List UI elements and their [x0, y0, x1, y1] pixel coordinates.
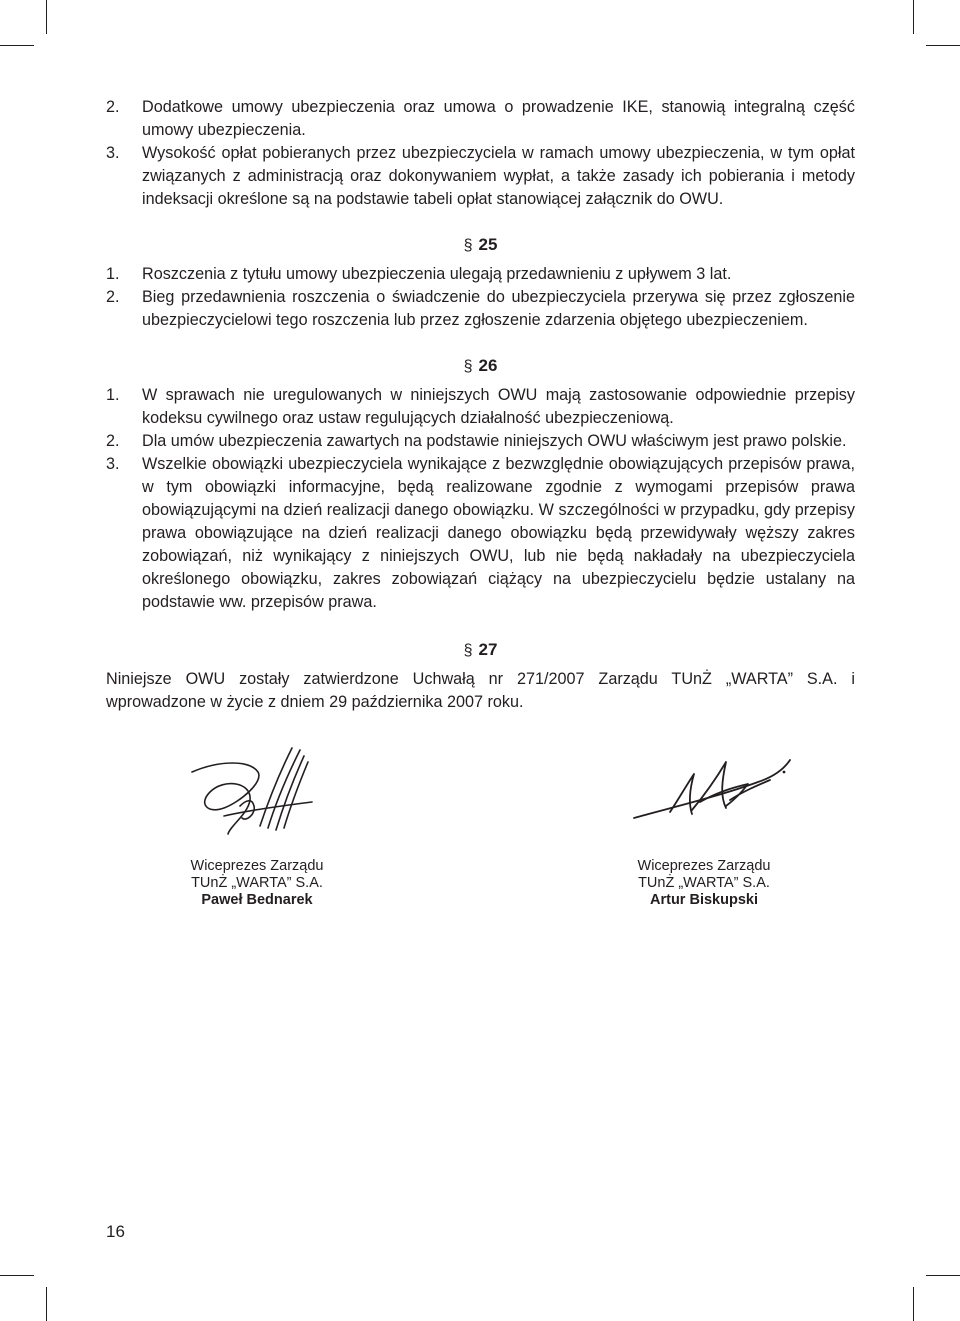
signatory-right	[604, 858, 804, 909]
crop-mark-top-right-vertical	[913, 0, 914, 34]
list-item-text: Bieg przedawnienia roszczenia o świadczenie do ubezpieczyciela przerywa się przez zgłoszenie ubezpieczycielowi tego roszczenia lub przez zgłoszenie zdarzenia objętego ubezpieczeniem.	[142, 288, 855, 329]
list-item-number: 1.	[106, 386, 120, 404]
list-item-number: 1.	[106, 265, 120, 283]
list-item-number: 2.	[106, 432, 120, 450]
list-item-number: 2.	[106, 98, 120, 116]
signature-image-right	[630, 752, 800, 832]
signatory-role: Wiceprezes Zarządu	[637, 858, 771, 874]
section-number: 27	[478, 640, 498, 659]
section-sign: §	[463, 358, 473, 375]
signatory-company: TUnŻ „WARTA” S.A.	[638, 875, 770, 891]
signatory-company: TUnŻ „WARTA” S.A.	[191, 875, 323, 891]
list-item	[106, 384, 855, 430]
signatory-role: Wiceprezes Zarządu	[190, 858, 324, 874]
list-item-text: Roszczenia z tytułu umowy ubezpieczenia ulegają przedawnieniu z upływem 3 lat.	[142, 265, 732, 283]
section-heading-25	[106, 233, 855, 257]
section-heading-27	[106, 638, 855, 662]
list-item	[106, 453, 855, 614]
list-item-number: 3.	[106, 455, 120, 473]
list-item-number: 3.	[106, 144, 120, 162]
list-item-number: 2.	[106, 288, 120, 306]
crop-mark-bottom-right-vertical	[913, 1287, 914, 1321]
crop-mark-top-left-horizontal	[0, 45, 34, 46]
crop-mark-top-left-vertical	[46, 0, 47, 34]
signature-image-left	[180, 742, 320, 842]
crop-mark-bottom-left-vertical	[46, 1287, 47, 1321]
section-heading-26	[106, 354, 855, 378]
section-number: 26	[478, 356, 498, 375]
crop-mark-bottom-left-horizontal	[0, 1275, 34, 1276]
list-item-text: Dla umów ubezpieczenia zawartych na podstawie niniejszych OWU właściwym jest prawo polskie.	[142, 432, 847, 450]
list-item	[106, 96, 855, 142]
list-item	[106, 142, 855, 211]
signatory-left	[157, 858, 357, 909]
list-item	[106, 263, 855, 286]
list-item-text: Wszelkie obowiązki ubezpieczyciela wynikające z bezwzględnie obowiązujących przepisów prawa, w tym obowiązki informacyjne, będą realizowane zgodnie z wymogami przepisów prawa obowiązującymi na dzień realizacji danego obowiązku. W szczególności w przypadku, gdy przepisy prawa obowiązujące na dzień realizacji danego obowiązku będą przewidywały węższy zakres zobowiązań, niż wynikający z niniejszych OWU, lub nie będą nakładały na ubezpieczyciela określonego obowiązku, zakres zobowiązań ciążący na ubezpieczycielu będzie ustalany na podstawie ww. przepisów prawa.	[142, 455, 855, 611]
section-number: 25	[478, 235, 498, 254]
section-sign: §	[463, 642, 473, 659]
list-item-text: Wysokość opłat pobieranych przez ubezpieczyciela w ramach umowy ubezpieczenia, w tym opłat związanych z administracją oraz dokonywaniem wypłat, a także zasady ich pobierania i metody indeksacji określone są na podstawie tabeli opłat stanowiącej załącznik do OWU.	[142, 144, 855, 208]
crop-mark-top-right-horizontal	[926, 45, 960, 46]
list-item	[106, 430, 855, 453]
document-body	[106, 96, 855, 714]
list-item-text: Dodatkowe umowy ubezpieczenia oraz umowa o prowadzenie IKE, stanowią integralną część umowy ubezpieczenia.	[142, 98, 855, 139]
list-item-text: W sprawach nie uregulowanych w niniejszych OWU mają zastosowanie odpowiednie przepisy kodeksu cywilnego oraz ustaw regulujących działalność ubezpieczeniową.	[142, 386, 855, 427]
approval-paragraph: Niniejsze OWU zostały zatwierdzone Uchwałą nr 271/2007 Zarządu TUnŻ „WARTA” S.A. i wprowadzone w życie z dniem 29 października 2007 roku.	[106, 670, 855, 711]
list-item	[106, 286, 855, 332]
crop-mark-bottom-right-horizontal	[926, 1275, 960, 1276]
section-sign: §	[463, 237, 473, 254]
signatory-name: Artur Biskupski	[650, 892, 758, 908]
page-number: 16	[106, 1222, 125, 1241]
signatory-name: Paweł Bednarek	[201, 892, 313, 908]
